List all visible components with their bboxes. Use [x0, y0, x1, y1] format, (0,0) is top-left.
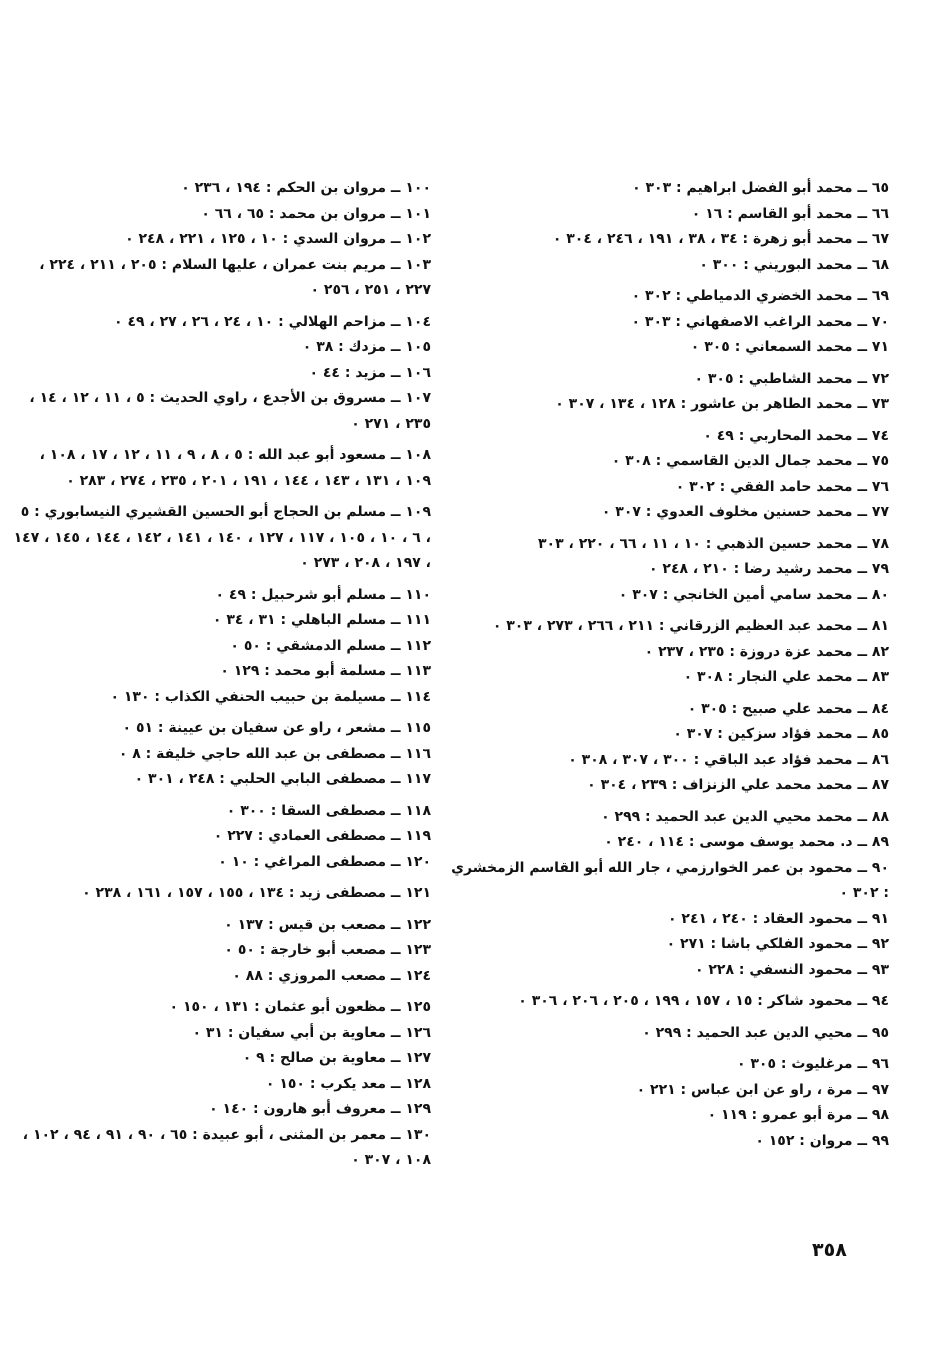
- index-entry: ١٠١ ــ مروان بن محمد : ٦٥ ، ٦٦ ٠: [201, 205, 431, 222]
- index-entry: ٧٨ ــ محمد حسين الذهبي : ١٠ ، ١١ ، ٦٦ ، ٢٢٠ ، ٣٠٣: [538, 535, 889, 552]
- index-entry: ٩١ ــ محمود العقاد : ٢٤٠ ، ٢٤١ ٠: [668, 910, 889, 927]
- index-entry: ٨٩ ــ د. محمد يوسف موسى : ١١٤ ، ٢٤٠ ٠: [604, 834, 889, 850]
- index-entry: ١١٤ ــ مسيلمة بن حبيب الحنفي الكذاب : ١٣٠ ٠: [110, 688, 431, 705]
- index-entry: ٨٣ ــ محمد علي النجار : ٣٠٨ ٠: [683, 669, 889, 685]
- index-entry: ١١٨ ــ مصطفى السقا : ٣٠٠ ٠: [226, 802, 431, 819]
- index-entry: ٦٨ ــ محمد البوريني : ٣٠٠ ٠: [699, 256, 889, 273]
- index-entry: ١٠٨ ــ مسعود أبو عبد الله : ٥ ، ٨ ، ٩ ، ١١ ، ١٢ ، ١٧ ، ١٠٨ ، ١٠٩ ، ١٣١ ، ١٤٣ ، ١٤٤ ، ١٩١ ، ٢٠١ ، ٢٣٥ ، ٢٧٤ ، ٢٨٣ ٠: [39, 447, 431, 489]
- index-entry: ٧٧ ــ محمد حسنين مخلوف العدوي : ٣٠٧ ٠: [601, 504, 889, 520]
- index-entry: ٨٨ ــ محمد محيي الدين عبد الحميد : ٢٩٩ ٠: [601, 808, 889, 825]
- index-entry: ١٢٩ ــ معروف أبو هارون : ١٤٠ ٠: [209, 1101, 431, 1117]
- index-entry: ٧٥ ــ محمد جمال الدين القاسمي : ٣٠٨ ٠: [611, 453, 889, 469]
- index-entry: ١٠٠ ــ مروان بن الحكم : ١٩٤ ، ٢٣٦ ٠: [181, 180, 431, 196]
- index-entry: ٧٤ ــ محمد المحاربي : ٤٩ ٠: [703, 427, 889, 444]
- index-entry: ٨٤ ــ محمد علي صبيح : ٣٠٥ ٠: [687, 700, 889, 717]
- index-entry: ١٣٠ ــ معمر بن المثنى ، أبو عبيدة : ٦٥ ، ٩٠ ، ٩١ ، ٩٤ ، ١٠٢ ، ١٠٨ ، ٣٠٧ ٠: [22, 1126, 431, 1168]
- index-entry: ١٢٠ ــ مصطفى المراغي : ١٠ ٠: [218, 853, 431, 870]
- index-column-right: [449, 176, 889, 1154]
- index-entry: ١٠٢ ــ مروان السدي : ١٠ ، ١٢٥ ، ٢٢١ ، ٢٤٨ ٠: [125, 231, 431, 247]
- index-entry: ١٢٢ ــ مصعب بن قيس : ١٣٧ ٠: [224, 916, 431, 933]
- index-entry: ٩٠ ــ محمود بن عمر الخوارزمي ، جار الله أبو القاسم الزمخشري : ٣٠٢ ٠: [451, 859, 889, 901]
- index-entry: ٧١ ــ محمد السمعاني : ٣٠٥ ٠: [690, 339, 889, 355]
- index-entry: ١١٢ ــ مسلم الدمشقي : ٥٠ ٠: [230, 637, 431, 654]
- index-entry: ١٠٩ ــ مسلم بن الحجاج أبو الحسين القشيري النيسابوري : ٥ ، ٦ ، ١٠ ، ١٠٥ ، ١١٧ ، ١٢٧ ، ١٤٠ ، ١٤١ ، ١٤٢ ، ١٤٤ ، ١٤٥ ، ١٤٧ ، ١٩٧ ، ٢٠٨ ، ٢٧٣ ٠: [13, 504, 431, 571]
- index-entry: ٧٢ ــ محمد الشاطبي : ٣٠٥ ٠: [694, 370, 889, 387]
- index-entry: ٨٢ ــ محمد عزة دروزة : ٢٣٥ ، ٢٣٧ ٠: [644, 643, 889, 660]
- index-entry: ١١٧ ــ مصطفى البابي الحلبي : ٢٤٨ ، ٣٠١ ٠: [134, 771, 431, 787]
- index-entry: ١٠٤ ــ مزاحم الهلالي : ١٠ ، ٢٤ ، ٢٦ ، ٢٧ ، ٤٩ ٠: [114, 313, 431, 330]
- index-entry: ٨٦ ــ محمد فؤاد عبد الباقي : ٣٠٠ ، ٣٠٧ ، ٣٠٨ ٠: [568, 751, 889, 768]
- index-entry: ٩٤ ــ محمود شاكر : ١٥ ، ١٥٧ ، ١٩٩ ، ٢٠٥ ، ٢٠٦ ، ٣٠٦ ٠: [518, 993, 889, 1009]
- index-entry: ٧٩ ــ محمد رشيد رضا : ٢١٠ ، ٢٤٨ ٠: [649, 561, 889, 577]
- index-entry: ١٠٥ ــ مزدك : ٣٨ ٠: [302, 339, 431, 355]
- index-entry: ١٢٧ ــ معاوية بن صالح : ٩ ٠: [242, 1050, 431, 1066]
- index-entry: ٩٥ ــ محيي الدين عبد الحميد : ٢٩٩ ٠: [642, 1024, 889, 1041]
- index-entry: ٦٦ ــ محمد أبو القاسم : ١٦ ٠: [691, 205, 889, 222]
- index-entry: ٨٠ ــ محمد سامي أمين الخانجي : ٣٠٧ ٠: [618, 586, 889, 603]
- index-entry: ٧٦ ــ محمد حامد الفقي : ٣٠٢ ٠: [675, 478, 889, 495]
- index-entry: ١١٣ ــ مسلمة أبو محمد : ١٢٩ ٠: [220, 663, 431, 679]
- index-entry: ١٠٧ ــ مسروق بن الأجدع ، راوي الحديث : ٥ ، ١١ ، ١٢ ، ١٤ ، ٢٣٥ ، ٢٧١ ٠: [29, 390, 431, 432]
- index-entry: ٧٣ ــ محمد الطاهر بن عاشور : ١٢٨ ، ١٣٤ ، ٣٠٧ ٠: [555, 396, 889, 412]
- index-entry: ١٢٤ ــ مصعب المروزي : ٨٨ ٠: [232, 967, 431, 984]
- index-entry: ٦٥ ــ محمد أبو الفضل ابراهيم : ٣٠٣ ٠: [632, 180, 889, 196]
- index-entry: ١٠٣ ــ مريم بنت عمران ، عليها السلام : ٢٠٥ ، ٢١١ ، ٢٢٤ ، ٢٢٧ ، ٢٥١ ، ٢٥٦ ٠: [39, 256, 431, 298]
- index-entry: ١١٦ ــ مصطفى بن عبد الله حاجي خليفة : ٨ ٠: [118, 745, 431, 762]
- index-entry: ١١١ ــ مسلم الباهلي : ٣١ ، ٣٤ ٠: [212, 612, 431, 628]
- index-entry: ٦٧ ــ محمد أبو زهرة : ٣٤ ، ٣٨ ، ١٩١ ، ٢٤٦ ، ٣٠٤ ٠: [552, 231, 889, 247]
- index-entry: ٦٩ ــ محمد الخضري الدمياطي : ٣٠٢ ٠: [631, 288, 889, 304]
- index-entry: ٧٠ ــ محمد الراغب الاصفهاني : ٣٠٣ ٠: [631, 313, 889, 330]
- index-entry: ٩٦ ــ مرغليوث : ٣٠٥ ٠: [736, 1056, 889, 1072]
- index-entry: ١١٩ ــ مصطفى العمادي : ٢٢٧ ٠: [213, 828, 431, 844]
- index-entry: ١١٥ ــ مشعر ، راو عن سفيان بن عيينة : ٥١ ٠: [122, 720, 431, 736]
- index-entry: ١٢١ ــ مصطفى زيد : ١٣٤ ، ١٥٥ ، ١٥٧ ، ١٦١ ، ٢٣٨ ٠: [82, 885, 431, 901]
- page-number: ٣٥٨: [812, 1239, 847, 1261]
- index-entry: ١٢٥ ــ مظعون أبو عثمان : ١٣١ ، ١٥٠ ٠: [169, 999, 431, 1015]
- index-entry: ٩٩ ــ مروان : ١٥٢ ٠: [755, 1132, 889, 1149]
- index-entry: ١٢٨ ــ معد يكرب : ١٥٠ ٠: [265, 1075, 431, 1092]
- index-entry: ٨١ ــ محمد عبد العظيم الزرقاني : ٢١١ ، ٢٦٦ ، ٢٧٣ ، ٣٠٣ ٠: [492, 618, 889, 634]
- index-entry: ١١٠ ــ مسلم أبو شرحبيل : ٤٩ ٠: [215, 586, 431, 603]
- index-entry: ٩٢ ــ محمود الفلكي باشا : ٢٧١ ٠: [666, 936, 889, 952]
- index-entry: ٩٣ ــ محمود النسفي : ٢٢٨ ٠: [694, 961, 889, 978]
- index-entry: ١٢٦ ــ معاوية بن أبي سفيان : ٣١ ٠: [192, 1024, 431, 1041]
- index-entry: ٨٧ ــ محمد محمد علي الزنزاف : ٢٣٩ ، ٣٠٤ ٠: [587, 777, 889, 793]
- index-entry: ٩٧ ــ مرة ، راو عن ابن عباس : ٢٢١ ٠: [636, 1081, 889, 1098]
- index-column-left: [11, 176, 431, 1174]
- index-entry: ١٠٦ ــ مزيد : ٤٤ ٠: [309, 364, 431, 381]
- index-entry: ٩٨ ــ مرة أبو عمرو : ١١٩ ٠: [707, 1107, 889, 1123]
- index-entry: ٨٥ ــ محمد فؤاد سزكين : ٣٠٧ ٠: [673, 726, 889, 742]
- index-entry: ١٢٣ ــ مصعب أبو خارجة : ٥٠ ٠: [224, 942, 431, 958]
